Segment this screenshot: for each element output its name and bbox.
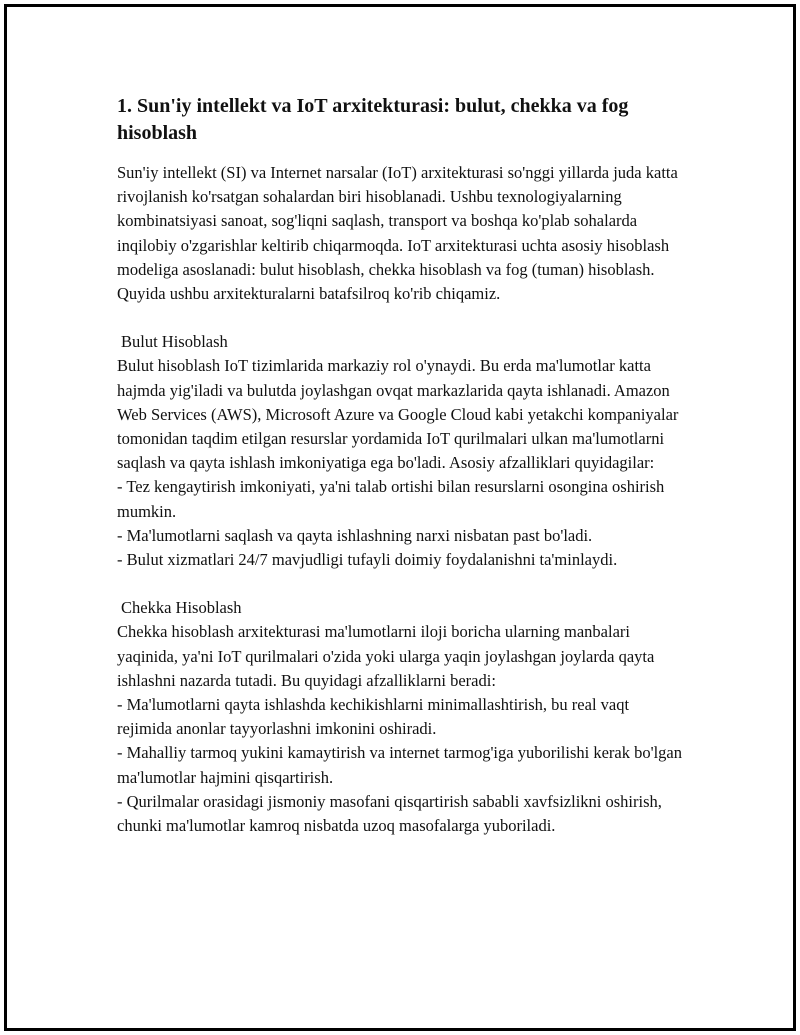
bullet-bulut-1: - Tez kengaytirish imkoniyati, ya'ni talab ortishi bilan resurslarni osongina oshirish mumkin. [117,477,669,521]
document-title: 1. Sun'iy intellekt va IoT arxitekturasi: bulut, chekka va fog hisoblash [117,95,629,144]
document-content [117,93,687,838]
bullet-bulut-2: - Ma'lumotlarni saqlash va qayta ishlashning narxi nisbatan past bo'ladi. [117,525,593,545]
bullet-bulut-3: - Bulut xizmatlari 24/7 mavjudligi tufayli doimiy foydalanishni ta'minlaydi. [117,550,618,570]
section-bulut [117,330,687,572]
bullet-chekka-1: - Ma'lumotlarni qayta ishlashda kechikishlarni minimallashtirish, bu real vaqt rejimida anonlar tayyorlashni imkonini oshiradi. [117,695,634,739]
section-body-bulut: Bulut hisoblash IoT tizimlarida markaziy rol o'ynaydi. Bu erda ma'lumotlar katta hajmda yig'iladi va bulutda joylashgan ovqat markazlarida qayta ishlanadi. Amazon Web Services (AWS), Microsoft Azure va Google Cloud kabi yetakchi kompaniyalar tomonidan taqdim etilgan resurslar yordamida IoT qurilmalari ulkan ma'lumotlarni saqlash va qayta ishlash imkoniyatiga ega bo'ladi. Asosiy afzalliklari quyidagilar: [117,356,683,473]
bullet-chekka-2: - Mahalliy tarmoq yukini kamaytirish va internet tarmog'iga yuborilishi kerak bo'lgan ma'lumotlar hajmini qisqartirish. [117,743,687,787]
section-chekka [117,596,687,838]
section-body-chekka: Chekka hisoblash arxitekturasi ma'lumotlarni iloji boricha ularning manbalari yaqinida, ya'ni IoT qurilmalari o'zida yoki ularga yaqin joylashgan joylarda qayta ishlashni nazarda tutadi. Bu quyidagi afzalliklarni beradi: [117,622,659,690]
section-heading-chekka: Chekka Hisoblash [121,598,242,618]
intro-paragraph: Sun'iy intellekt (SI) va Internet narsalar (IoT) arxitekturasi so'nggi yillarda juda katta rivojlanish ko'rsatgan sohalardan biri hisoblanadi. Ushbu texnologiyalarning kombinatsiyasi sanoat, sog'liqni saqlash, transport va boshqa ko'plab sohalarda inqilobiy o'zgarishlar keltirib chiqarmoqda. IoT arxitekturasi uchta asosiy hisoblash modeliga asoslanadi: bulut hisoblash, chekka hisoblash va fog (tuman) hisoblash. Quyida ushbu arxitekturalarni batafsilroq ko'rib chiqamiz. [117,163,682,304]
section-heading-bulut: Bulut Hisoblash [121,332,228,352]
bullet-chekka-3: - Qurilmalar orasidagi jismoniy masofani qisqartirish sababli xavfsizlikni oshirish, chunki ma'lumotlar kamroq nisbatda uzoq masofalarga yuboriladi. [117,791,666,836]
